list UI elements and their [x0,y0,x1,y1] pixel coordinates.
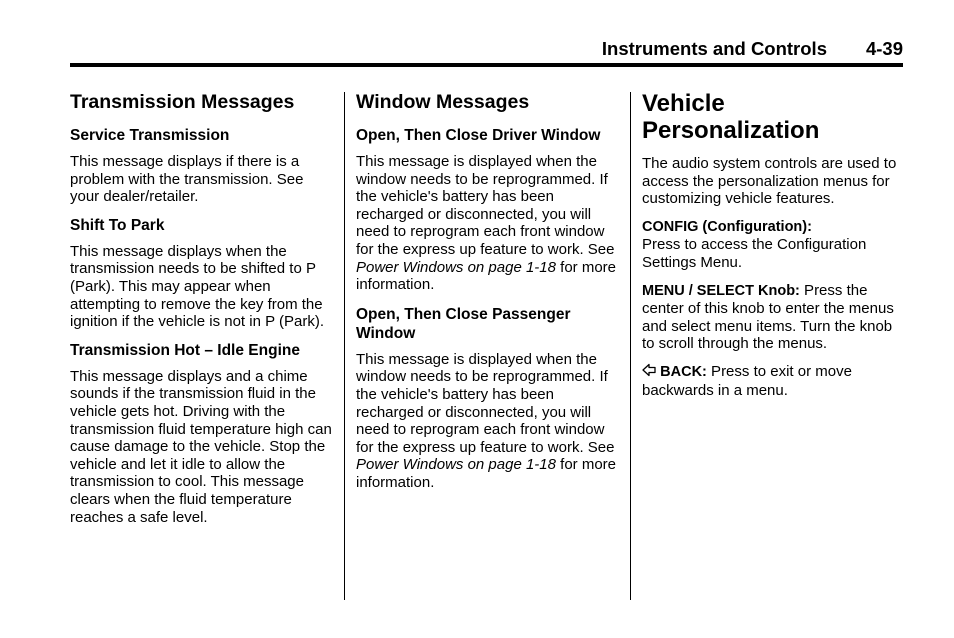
paragraph-text: This message is displayed when the window needs to be reprogrammed. If the vehicle's battery has been recharged or disconnected, you will need to reprogram each front window for the express up feature to work. See [356,153,615,258]
paragraph: The audio system controls are used to access the personalization menus for customizing vehicle features. [642,155,897,208]
column-transmission [70,90,332,536]
menu-item [642,282,904,353]
paragraph: This message displays if there is a problem with the transmission. See your dealer/retailer. [70,153,304,206]
subsection-heading: Transmission Hot – Idle Engine [70,341,300,359]
back-item [642,363,904,399]
column-personalization [642,90,904,409]
paragraph: This message displays when the transmission needs to be shifted to P (Park). This may appear when attempting to remove the key from the ignition if the vehicle is not in P (Park). [70,242,325,331]
section-heading: Transmission Messages [70,91,295,113]
paragraph-text: for more information. [356,258,616,294]
back-arrow-icon [642,363,656,377]
header-rule [70,63,903,67]
menu-label: MENU / SELECT Knob: [642,282,800,299]
back-label: BACK: [660,363,707,380]
paragraph-text: for more information. [356,456,616,491]
section-heading: Vehicle Personalization [642,90,820,144]
config-text: Press to access the Configuration Settings Menu. [642,236,867,271]
section-title: Instruments and Controls [601,38,827,59]
paragraph [356,153,620,294]
section-heading: Window Messages [356,91,530,113]
menu-text: Press the center of this knob to enter the menus and select menu items. Turn the knob to scroll through the menus. [642,281,894,353]
paragraph-text: This message is displayed when the window needs to be reprogrammed. If the vehicle's battery has been recharged or disconnected, you will need to reprogram each front window for the express up feature to work. See [356,350,615,456]
cross-reference-link[interactable]: Power Windows on page 1-18 [356,456,556,474]
column-window [356,90,620,502]
page-number: 4-39 [865,38,903,59]
subsection-heading: Open, Then Close Passenger Window [356,305,571,342]
column-divider [630,92,631,600]
config-item [642,218,904,272]
subsection-heading: Shift To Park [70,216,165,234]
page-header [70,38,903,64]
paragraph: This message displays and a chime sounds if the transmission fluid in the vehicle gets hot. Driving with the transmission fluid temperature high can cause damage to the vehicle. Stop the vehicle and let it idle to allow the transmission to cool. This message clears when the fluid temperature reaches a safe level. [70,367,332,526]
column-divider [344,92,345,600]
subsection-heading: Service Transmission [70,127,230,144]
subsection-heading: Open, Then Close Driver Window [356,127,601,144]
paragraph [356,351,620,492]
config-label: CONFIG (Configuration): [642,218,812,235]
cross-reference-link[interactable]: Power Windows on page 1-18 [356,258,556,276]
back-text: Press to exit or move backwards in a menu. [642,362,852,399]
